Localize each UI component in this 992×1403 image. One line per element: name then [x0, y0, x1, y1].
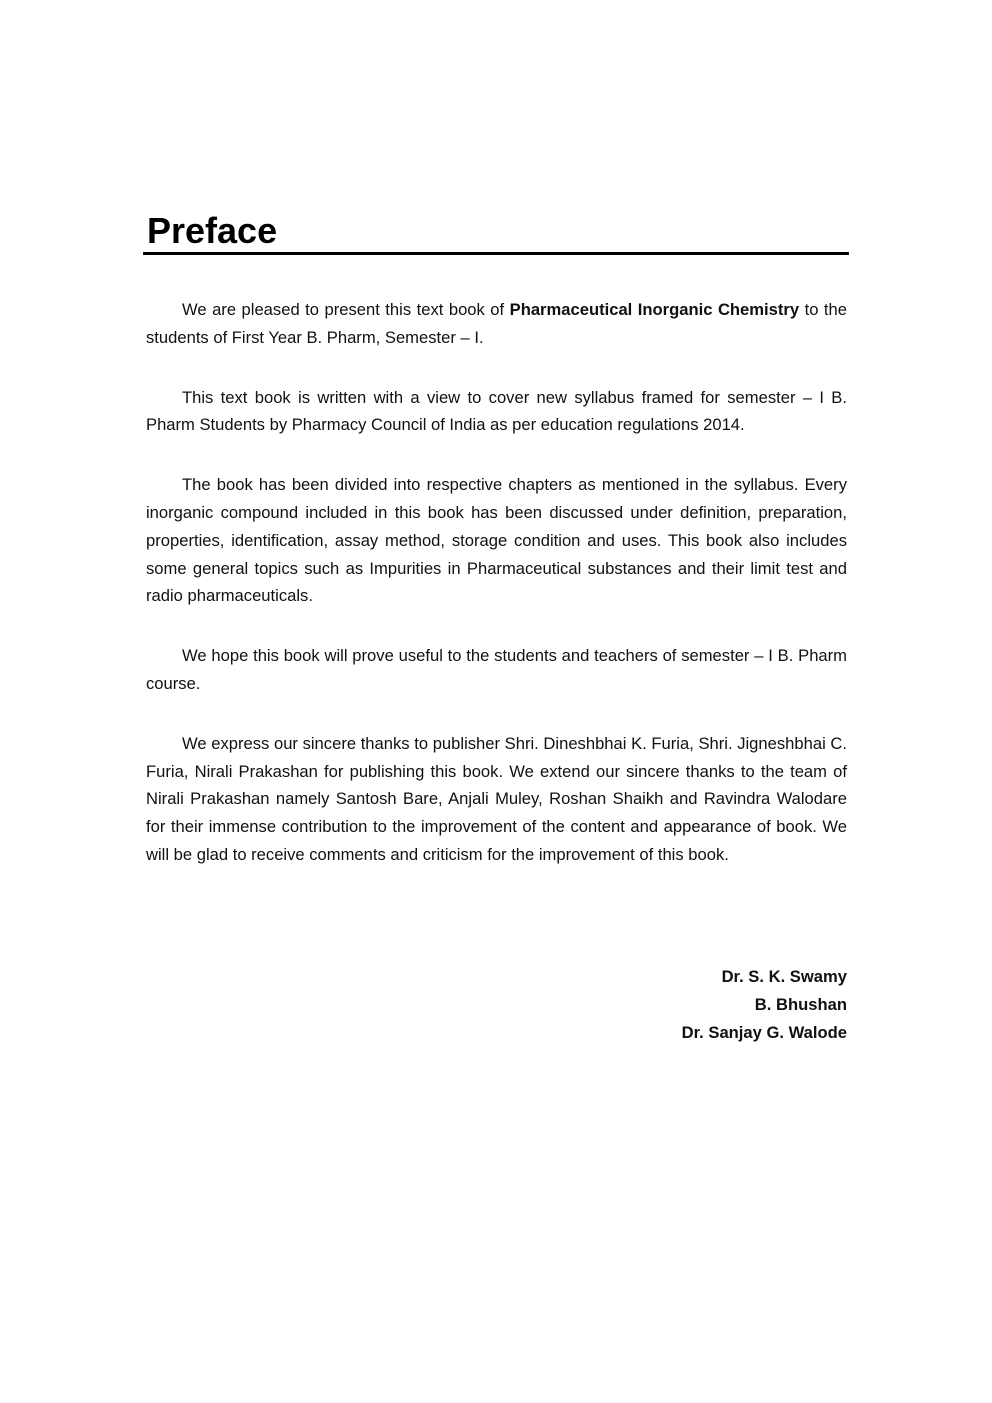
paragraph-intro-start: We are pleased to present this text book of [182, 300, 510, 319]
paragraph-contents: The book has been divided into respective chapters as mentioned in the syllabus. Every inorganic compound included in this book has been discussed under definition, preparation, properties, identification, assay method, storage condition and uses. This book also includes some general topics such as Impurities in Pharmaceutical substances and their limit test and radio pharmaceuticals. [146, 475, 847, 606]
title-underline [143, 252, 849, 255]
paragraph-intro-end: to the students of First Year B. Pharm, Semester – I. [146, 300, 847, 347]
author-name: Dr. S. K. Swamy [721, 967, 847, 986]
author-name: B. Bhushan [754, 995, 847, 1014]
book-title-emphasis: Pharmaceutical Inorganic Chemistry [509, 300, 800, 319]
paragraph-thanks: We express our sincere thanks to publisher Shri. Dineshbhai K. Furia, Shri. Jigneshbhai C. Furia, Nirali Prakashan for publishing this book. We extend our sincere thanks to the team of Nirali Prakashan namely Santosh Bare, Anjali Muley, Roshan Shaikh and Ravindra Walodare for their immense contribution to the improvement of the content and appearance of book. We will be glad to receive comments and criticism for the improvement of this book. [146, 733, 847, 864]
page-title: Preface [147, 210, 278, 251]
paragraph-intro [146, 296, 847, 352]
author-signatures [682, 963, 847, 1047]
paragraph-syllabus: This text book is written with a view to cover new syllabus framed for semester – I B. Pharm Students by Pharmacy Council of India as per education regulations 2014. [146, 387, 847, 435]
preface-body [146, 296, 847, 901]
author-name: Dr. Sanjay G. Walode [681, 1023, 847, 1042]
paragraph-hope: We hope this book will prove useful to the students and teachers of semester – I B. Pharm course. [146, 646, 847, 693]
